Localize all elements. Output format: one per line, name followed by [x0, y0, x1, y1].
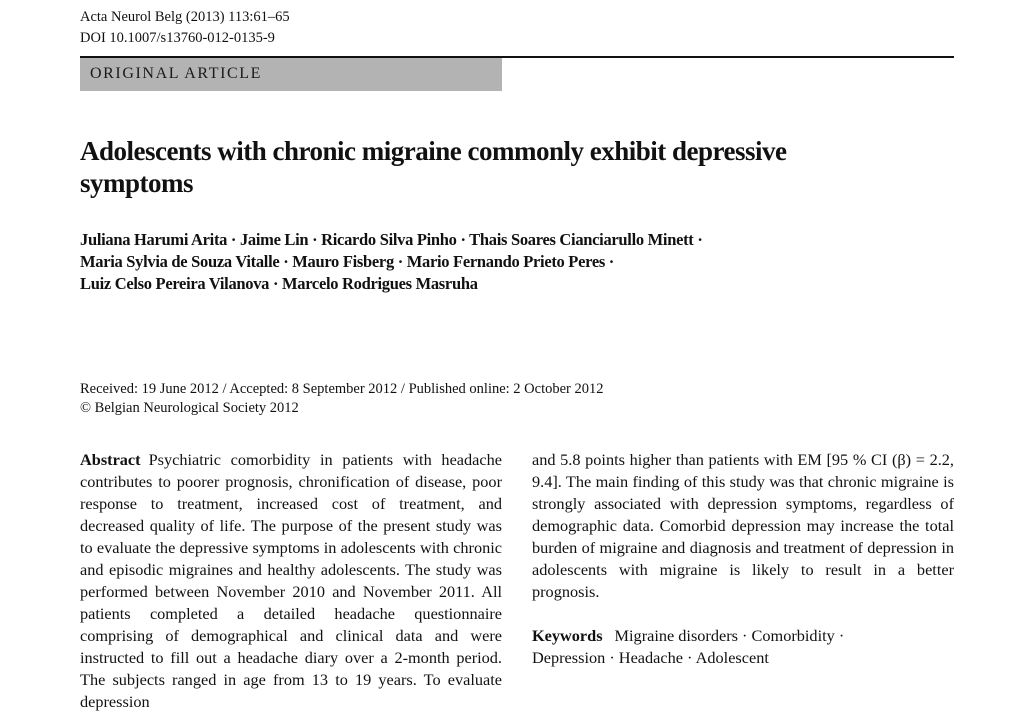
section-banner [80, 58, 502, 91]
keywords-block [532, 625, 954, 669]
article-title: Adolescents with chronic migraine commonly exhibit depressive symptoms [80, 136, 787, 198]
journal-line: Acta Neurol Belg (2013) 113:61–65 [80, 9, 290, 25]
keywords-line-1: Migraine disorders · Comorbidity · [614, 626, 845, 645]
author-line: Luiz Celso Pereira Vilanova · Marcelo Rodrigues Masruha [80, 274, 478, 293]
keywords-line-2: Depression · Headache · Adolescent [532, 648, 769, 667]
doi-line: DOI 10.1007/s13760-012-0135-9 [80, 30, 275, 46]
abstract-column-left [80, 449, 502, 713]
dates-line: Received: 19 June 2012 / Accepted: 8 September 2012 / Published online: 2 October 2012 [80, 381, 604, 397]
journal-citation [80, 7, 290, 49]
author-line: Maria Sylvia de Souza Vitalle · Mauro Fisberg · Mario Fernando Prieto Peres · [80, 252, 615, 271]
abstract-column-right [532, 449, 954, 603]
section-label: ORIGINAL ARTICLE [90, 65, 263, 82]
abstract-text-left: Psychiatric comorbidity in patients with headache contributes to poorer prognosis, chronification of disease, poor response to treatment, increased cost of treatment, and decreased quality of life. The purpose of the present study was to evaluate the depressive symptoms in adolescents with chronic and episodic migraines and healthy adolescents. The study was performed between November 2010 and November 2011. All patients completed a detailed headache questionnaire comprising of demographical and clinical data and were instructed to fill out a headache diary over a 2-month period. The subjects ranged in age from 13 to 19 years. To evaluate depression [80, 450, 502, 711]
abstract-heading: Abstract [80, 450, 141, 469]
copyright-line: © Belgian Neurological Society 2012 [80, 400, 299, 416]
keywords-heading: Keywords [532, 626, 603, 645]
author-line: Juliana Harumi Arita · Jaime Lin · Ricardo Silva Pinho · Thais Soares Cianciarullo Minett · [80, 230, 703, 249]
author-list [80, 229, 880, 295]
abstract-text-right: and 5.8 points higher than patients with EM [95 % CI (β) = 2.2, 9.4]. The main finding of this study was that chronic migraine is strongly associated with depression symptoms, regardless of demographic data. Comorbid depression may increase the total burden of migraine and diagnosis and treatment of depression in adolescents with migraine is likely to result in a better prognosis. [532, 450, 954, 601]
publication-dates [80, 380, 604, 418]
